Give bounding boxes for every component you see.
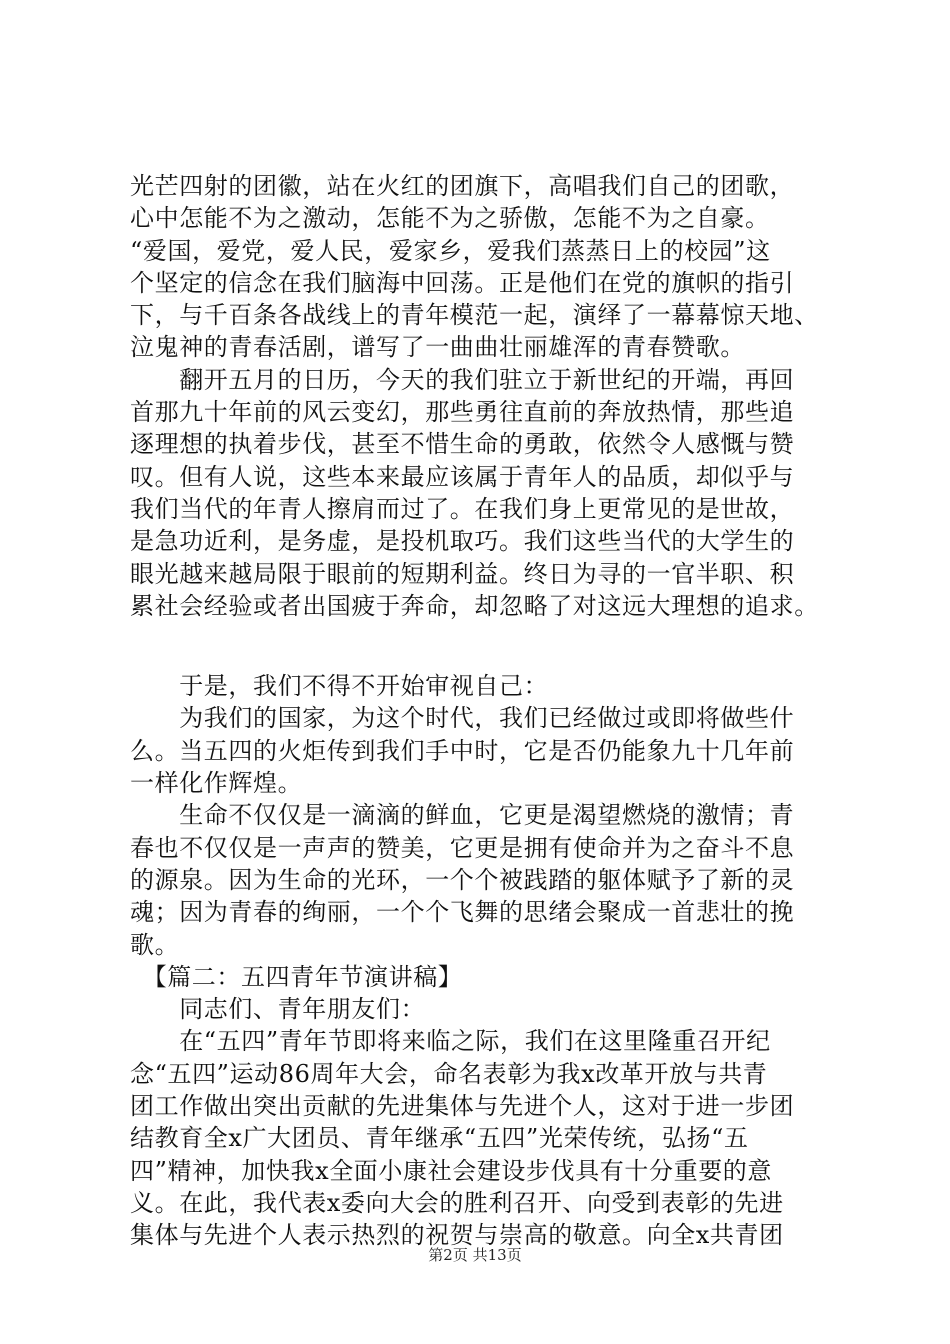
text-line: “爱国，爱党，爱人民，爱家乡，爱我们蒸蒸日上的校园”这 — [130, 236, 771, 265]
text-line: 下，与千百条各战线上的青年模范一起，演绎了一幕幕惊天地、 — [130, 301, 819, 330]
text-line: 义。在此，我代表x委向大会的胜利召开、向受到表彰的先进 — [130, 1188, 784, 1217]
text-line: 魂；因为青春的绚丽，一个个飞舞的思绪会聚成一首悲壮的挽 — [130, 898, 795, 927]
text-line: 是急功近利，是务虚，是投机取巧。我们这些当代的大学生的 — [130, 527, 795, 556]
text-line: 歌。 — [130, 930, 180, 959]
body-text — [130, 170, 830, 1252]
text-line: 生命不仅仅是一滴滴的鲜血，它更是渴望燃烧的激情；青 — [130, 801, 795, 830]
text-line: 于是，我们不得不开始审视自己： — [130, 672, 549, 701]
text-line: 心中怎能不为之激动，怎能不为之骄傲，怎能不为之自豪。 — [130, 204, 770, 233]
text-line: 叹。但有人说，这些本来最应该属于青年人的品质，却似乎与 — [130, 462, 795, 491]
text-line: 首那九十年前的风云变幻，那些勇往直前的奔放热情，那些追 — [130, 398, 795, 427]
text-line: 我们当代的年青人擦肩而过了。在我们身上更常见的是世故， — [130, 494, 795, 523]
text-line: 光芒四射的团徽，站在火红的团旗下，高唱我们自己的团歌， — [130, 172, 795, 200]
text-line: 团工作做出突出贡献的先进集体与先进个人，这对于进一步团 — [130, 1092, 795, 1121]
page-number-footer: 第2页 共13页 — [428, 1246, 522, 1264]
text-line: 么。当五四的火炬传到我们手中时，它是否仍能象九十几年前 — [130, 736, 795, 765]
text-line: 泣鬼神的青春活剧，谱写了一曲曲壮丽雄浑的青春赞歌。 — [130, 333, 745, 362]
text-line: 逐理想的执着步伐，甚至不惜生命的勇敢，依然令人感慨与赞 — [130, 430, 795, 459]
text-line: 结教育全x广大团员、青年继承“五四”光荣传统，弘扬“五 — [130, 1124, 749, 1153]
text-line: 同志们、青年朋友们： — [130, 995, 426, 1024]
text-line: 春也不仅仅是一声声的赞美，它更是拥有使命并为之奋斗不息 — [130, 833, 795, 862]
text-line: 累社会经验或者出国疲于奔命，却忽略了对这远大理想的追求。 — [130, 591, 819, 620]
text-line: 集体与先进个人表示热烈的祝贺与崇高的敬意。向全x共青团 — [130, 1221, 784, 1250]
text-line: 的源泉。因为生命的光环，一个个被践踏的躯体赋予了新的灵 — [130, 865, 795, 894]
text-line: 念“五四”运动86周年大会，命名表彰为我x改革开放与共青 — [130, 1059, 768, 1088]
text-line: 个坚定的信念在我们脑海中回荡。正是他们在党的旗帜的指引 — [130, 268, 795, 297]
text-line: 一样化作辉煌。 — [130, 769, 303, 798]
text-line: 翻开五月的日历，今天的我们驻立于新世纪的开端，再回 — [130, 365, 795, 394]
section-heading: 【篇二：五四青年节演讲稿】 — [130, 962, 463, 991]
text-line: 在“五四”青年节即将来临之际，我们在这里隆重召开纪 — [130, 1027, 771, 1056]
text-line: 四”精神，加快我x全面小康社会建设步伐具有十分重要的意 — [130, 1156, 773, 1185]
text-line: 眼光越来越局限于眼前的短期利益。终日为寻的一官半职、积 — [130, 559, 795, 588]
text-line: 为我们的国家，为这个时代，我们已经做过或即将做些什 — [130, 704, 795, 733]
paragraph-gap — [130, 622, 830, 670]
